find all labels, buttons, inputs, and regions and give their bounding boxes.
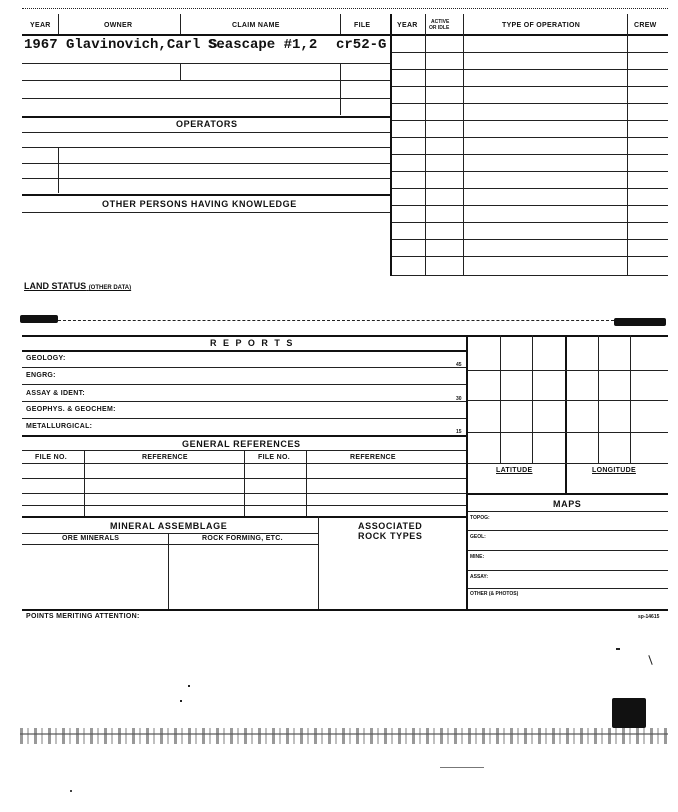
ops-row-line <box>392 137 668 138</box>
owner-row-line <box>22 63 390 64</box>
form-number: sp-14615 <box>638 614 660 620</box>
entry-year: 1967 <box>24 37 58 53</box>
ops-row-line <box>392 120 668 121</box>
scan-speck <box>440 767 484 768</box>
scan-speck <box>180 700 182 702</box>
entry-claim-name: Seascape #1,2 <box>208 37 318 53</box>
mineral-rule <box>22 516 466 518</box>
long-grid <box>630 335 631 463</box>
col-header-file: FILE <box>354 22 371 29</box>
mineral-assemblage-heading: MINERAL ASSEMBLAGE <box>110 521 228 531</box>
redaction-mark <box>20 315 58 323</box>
mineral-line <box>22 533 318 534</box>
report-line <box>22 384 466 385</box>
references-sep <box>306 450 307 516</box>
mineral-line <box>22 544 318 545</box>
operators-sep <box>58 147 59 193</box>
lat-long-divider <box>565 335 567 493</box>
points-meriting-attention-label: POINTS MERITING ATTENTION: <box>26 613 140 620</box>
report-engrg-label: ENGRG: <box>26 372 56 379</box>
rock-types-heading-1: ASSOCIATED <box>358 521 423 531</box>
ops-row-line <box>392 222 668 223</box>
col-header-year: YEAR <box>30 22 51 29</box>
references-sep <box>84 450 85 516</box>
owner-row-line <box>22 80 390 81</box>
ref-col-reference-1: REFERENCE <box>142 454 188 461</box>
maps-heading: MAPS <box>553 499 582 509</box>
rock-types-sep <box>318 516 319 609</box>
scan-noise-line <box>20 733 668 735</box>
report-geology-label: GEOLOGY: <box>26 355 66 362</box>
long-grid <box>598 335 599 463</box>
maps-line <box>468 511 668 512</box>
ops-row-line <box>392 275 668 276</box>
maps-geol: GEOL: <box>470 534 486 540</box>
active-type-sep <box>463 14 464 276</box>
ops-row-line <box>392 86 668 87</box>
lat-long-grid-line <box>468 370 668 371</box>
reports-maps-divider <box>466 335 468 609</box>
report-metallurgical-num: 15 <box>456 429 462 435</box>
report-line <box>22 401 466 402</box>
mineral-sep <box>168 533 169 609</box>
maps-other: OTHER (& PHOTOS) <box>470 591 519 597</box>
col-header-crew: CREW <box>634 22 657 29</box>
maps-line <box>468 588 668 589</box>
ops-row-line <box>392 188 668 189</box>
other-persons-rule <box>22 194 390 196</box>
ops-row-line <box>392 239 668 240</box>
report-metallurgical-label: METALLURGICAL: <box>26 423 93 430</box>
maps-line <box>468 570 668 571</box>
report-line <box>22 367 466 368</box>
col-header-type-of-operation: TYPE OF OPERATION <box>502 22 581 29</box>
operators-heading: OPERATORS <box>176 119 238 129</box>
header-rule <box>22 34 668 36</box>
report-line <box>22 418 466 419</box>
maps-line <box>468 550 668 551</box>
col-header-owner: OWNER <box>104 22 133 29</box>
maps-mine: MINE: <box>470 554 485 560</box>
minerals-col-rock: ROCK FORMING, ETC. <box>202 535 283 542</box>
col-header-idle: OR IDLE <box>429 25 450 31</box>
land-status-heading: LAND STATUS (OTHER DATA) <box>24 281 132 291</box>
header-sep <box>180 14 181 34</box>
maps-assay: ASSAY: <box>470 574 489 580</box>
maps-topog: TOPOG: <box>470 515 490 521</box>
lat-long-grid-line <box>468 463 668 464</box>
reports-rule <box>22 350 466 352</box>
header-sep <box>340 14 341 34</box>
lat-long-grid-line <box>468 400 668 401</box>
ref-col-file-no-1: FILE NO. <box>35 454 67 461</box>
reports-top-rule <box>22 335 668 337</box>
ops-row-line <box>392 69 668 70</box>
header-sep <box>58 14 59 34</box>
bottom-rule <box>22 609 668 611</box>
owner-sep <box>340 63 341 115</box>
top-scan-edge <box>22 8 668 9</box>
longitude-label: LONGITUDE <box>592 467 636 474</box>
other-persons-heading: OTHER PERSONS HAVING KNOWLEDGE <box>102 199 297 209</box>
minerals-col-ore: ORE MINERALS <box>62 535 120 542</box>
ops-row-line <box>392 256 668 257</box>
redaction-mark <box>614 318 666 326</box>
report-geology-num: 45 <box>456 362 462 368</box>
operators-line <box>22 132 390 133</box>
report-assay-label: ASSAY & IDENT: <box>26 390 86 397</box>
col-header-claim-name: CLAIM NAME <box>232 22 280 29</box>
entry-owner: Glavinovich,Carl S. <box>66 37 226 53</box>
report-geophys-label: GEOPHYS. & GEOCHEM: <box>26 406 116 413</box>
ref-col-reference-2: REFERENCE <box>350 454 396 461</box>
maps-rule <box>468 493 668 495</box>
ref-col-file-no-2: FILE NO. <box>258 454 290 461</box>
operators-line <box>22 147 390 148</box>
scan-speck <box>616 648 620 650</box>
reports-heading: R E P O R T S <box>210 338 295 348</box>
scan-noise-band <box>20 728 668 744</box>
ops-row-line <box>392 103 668 104</box>
other-persons-line <box>22 212 390 213</box>
lat-grid <box>500 335 501 463</box>
rock-types-heading-2: ROCK TYPES <box>358 531 423 541</box>
left-right-divider <box>390 14 392 276</box>
scan-speck <box>648 655 652 665</box>
report-assay-num: 30 <box>456 396 462 402</box>
col-header-year-2: YEAR <box>397 22 418 29</box>
scan-speck <box>70 790 72 792</box>
ops-row-line <box>392 52 668 53</box>
lat-long-grid-line <box>468 432 668 433</box>
operators-line <box>22 163 390 164</box>
owner-row-line <box>22 98 390 99</box>
latitude-label: LATITUDE <box>496 467 533 474</box>
operators-line <box>22 178 390 179</box>
ops-row-line <box>392 171 668 172</box>
general-references-rule <box>22 435 466 437</box>
entry-file: cr52-G <box>336 37 387 53</box>
ops-row-line <box>392 154 668 155</box>
general-references-heading: GENERAL REFERENCES <box>182 439 301 449</box>
scan-speck <box>188 685 190 687</box>
references-sep <box>244 450 245 516</box>
operators-rule <box>22 116 390 118</box>
year-active-sep <box>425 14 426 276</box>
lat-grid <box>532 335 533 463</box>
land-status-line <box>58 320 614 321</box>
ops-row-line <box>392 205 668 206</box>
maps-line <box>468 530 668 531</box>
col-header-active: ACTIVE <box>431 19 450 25</box>
type-crew-sep <box>627 14 628 276</box>
scan-block-mark <box>612 698 646 728</box>
owner-sep <box>180 63 181 81</box>
